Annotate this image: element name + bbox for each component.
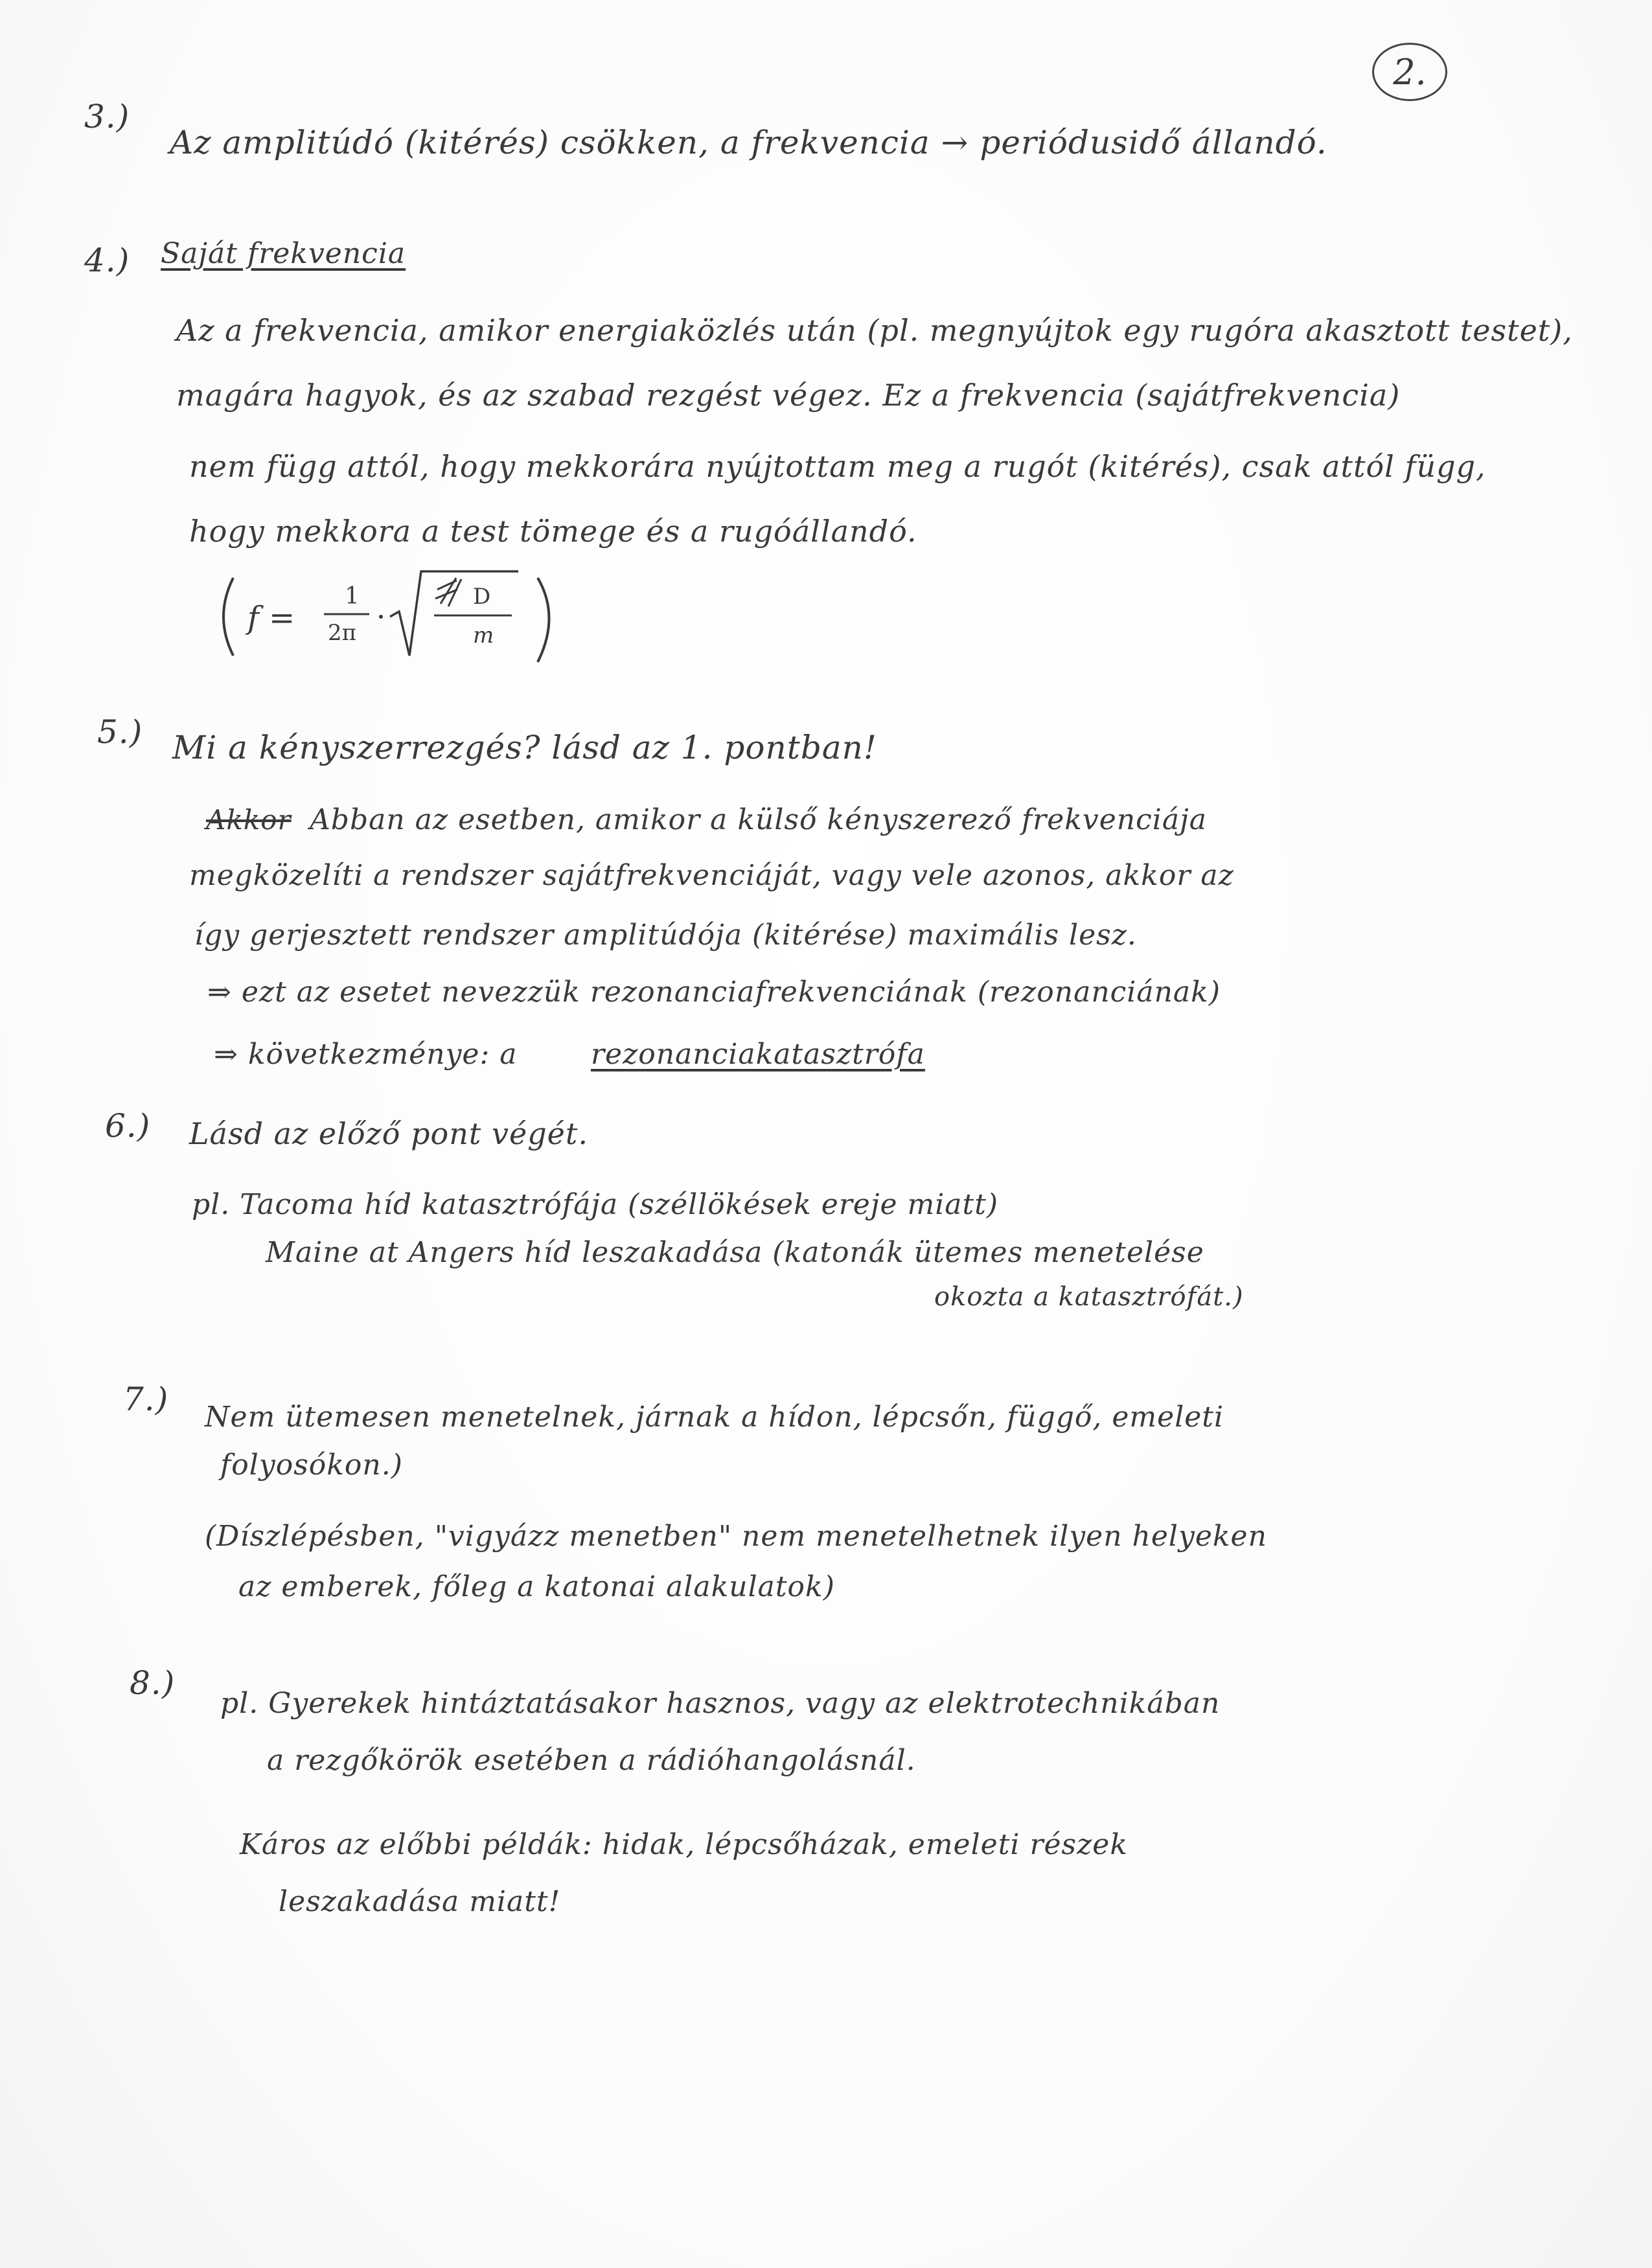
- item-4-heading: Saját frekvencia: [161, 237, 406, 270]
- item-5-line-3: így gerjesztett rendszer amplitúdója (kitérése) maximális lesz.: [194, 919, 1137, 952]
- page-number-text: 2.: [1393, 51, 1427, 93]
- item-5-line-5b: rezonanciakatasztrófa: [591, 1038, 925, 1071]
- item-4-line-1: Az a frekvencia, amikor energiaközlés után (pl. megnyújtok egy rugóra akasztott testet),: [176, 313, 1573, 348]
- eigenfrequency-formula: [207, 565, 570, 669]
- formula-numerator: 1: [345, 583, 360, 610]
- item-7-line-4: az emberek, főleg a katonai alakulatok): [238, 1570, 835, 1603]
- item-8-line-1: pl. Gyerekek hintáztatásakor hasznos, vagy az elektrotechnikában: [220, 1687, 1221, 1720]
- item-5-line-0: Mi a kényszerrezgés? lásd az 1. pontban!: [172, 729, 877, 766]
- formula-lhs: f =: [247, 600, 295, 636]
- item-5-struck-word: Akkor: [206, 804, 292, 836]
- page-number: [1372, 43, 1447, 101]
- item-8-line-3: Káros az előbbi példák: hidak, lépcsőházak, emeleti részek: [240, 1828, 1128, 1861]
- item-7-line-2: folyosókon.): [220, 1449, 403, 1482]
- item-8-line-2: a rezgőkörök esetében a rádióhangolásnál.: [267, 1744, 916, 1777]
- item-4-line-4: hogy mekkora a test tömege és a rugóállandó.: [189, 514, 917, 549]
- item-8-line-4: leszakadása miatt!: [279, 1885, 561, 1918]
- item-5-line-1: Abban az esetben, amikor a külső kényszerező frekvenciája: [310, 803, 1207, 836]
- item-7-line-3: (Díszlépésben, "vigyázz menetben" nem menetelhetnek ilyen helyeken: [205, 1520, 1267, 1553]
- item-number-6: 6.): [105, 1107, 151, 1145]
- item-4-line-2: magára hagyok, és az szabad rezgést végez. Ez a frekvencia (sajátfrekvencia): [176, 378, 1401, 413]
- item-number-3: 3.): [84, 98, 130, 135]
- item-6-line-2: pl. Tacoma híd katasztrófája (széllökések ereje miatt): [192, 1188, 999, 1221]
- item-5-line-5a: ⇒ következménye: a: [214, 1038, 518, 1071]
- item-5-line-4: ⇒ ezt az esetet nevezzük rezonanciafrekvenciának (rezonanciának): [207, 976, 1221, 1009]
- item-6-line-4: okozta a katasztrófát.): [934, 1282, 1244, 1312]
- item-number-5: 5.): [97, 713, 143, 751]
- item-6-line-1: Lásd az előző pont végét.: [189, 1116, 588, 1151]
- bleed-through-text: [894, 91, 904, 126]
- formula-denominator: 2π: [328, 620, 356, 646]
- formula-root-numerator: D: [473, 584, 491, 610]
- item-4-line-3: nem függ attól, hogy mekkorára nyújtottam meg a rugót (kitérés), csak attól függ,: [189, 449, 1486, 484]
- item-3-line-1: Az amplitúdó (kitérés) csökken, a frekvencia → periódusidő állandó.: [170, 124, 1327, 161]
- item-number-4: 4.): [84, 242, 130, 279]
- item-6-line-3: Maine at Angers híd leszakadása (katonák ütemes menetelése: [266, 1236, 1204, 1269]
- item-5-line-2: megközelíti a rendszer sajátfrekvenciáját, vagy vele azonos, akkor az: [189, 859, 1234, 892]
- item-7-line-1: Nem ütemesen menetelnek, járnak a hídon, lépcsőn, függő, emeleti: [205, 1401, 1224, 1434]
- formula-root-denominator: m: [473, 623, 494, 648]
- item-number-7: 7.): [123, 1380, 169, 1418]
- item-number-8: 8.): [130, 1664, 176, 1702]
